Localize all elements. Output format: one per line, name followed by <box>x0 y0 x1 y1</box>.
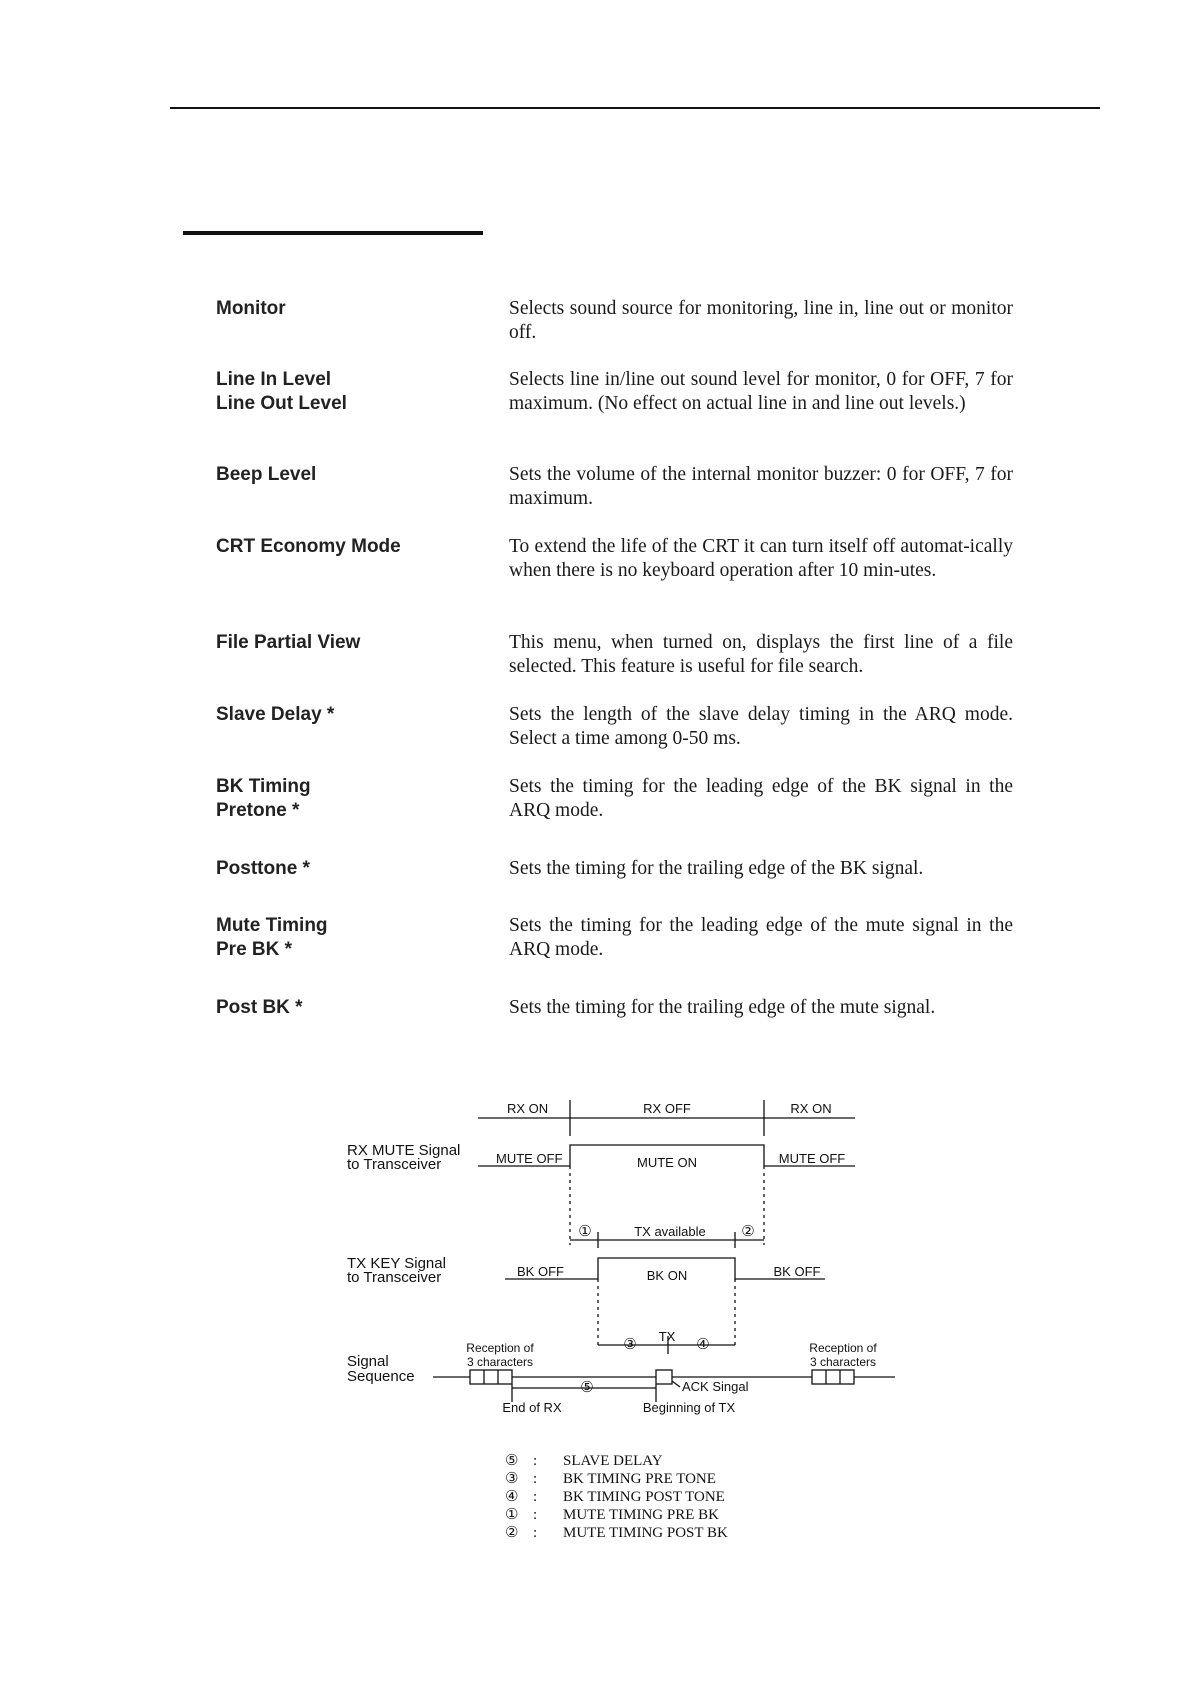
bk-off-right-label: BK OFF <box>773 1264 821 1279</box>
item-description: Sets the timing for the leading edge of the mute signal in the ARQ mode. <box>509 915 1013 960</box>
item-description: To extend the life of the CRT it can turn itself off automat-ically when there is no keyboard operation after 10 min-utes. <box>509 536 1013 581</box>
tx-key-label-2: to Transceiver <box>347 1269 442 1286</box>
item-term: Post BK * <box>216 997 303 1018</box>
signal-sequence-label: Signal <box>347 1353 389 1370</box>
rx-mute-label-2: to Transceiver <box>347 1156 442 1173</box>
bk-on-label: BK ON <box>646 1268 688 1283</box>
item-term: Slave Delay * <box>216 704 335 725</box>
legend-item: ① : MUTE TIMING PRE BK <box>505 1507 719 1523</box>
rx-on-right-label: RX ON <box>790 1101 832 1116</box>
mute-off-left-label: MUTE OFF <box>496 1151 563 1166</box>
item-description: Sets the timing for the leading edge of the BK signal in the ARQ mode. <box>509 776 1013 821</box>
legend-item: ⑤ : SLAVE DELAY <box>505 1453 663 1469</box>
item-description: Sets the timing for the trailing edge of the BK signal. <box>509 858 924 879</box>
end-of-rx-label: End of RX <box>502 1400 562 1415</box>
item-term: Line In Level Line Out Level <box>216 369 347 414</box>
item-term: File Partial View <box>216 632 361 653</box>
reception-left-label-2: 3 characters <box>466 1355 534 1369</box>
rx-off-label: RX OFF <box>643 1101 691 1116</box>
rx-mute-label: RX MUTE Signal <box>347 1142 461 1159</box>
section-title-rule <box>183 231 483 235</box>
tx-available-label: TX available <box>634 1224 706 1239</box>
legend-item: ② : MUTE TIMING POST BK <box>505 1525 728 1541</box>
reception-right-label: Reception of <box>809 1341 877 1355</box>
reception-block-right <box>812 1370 854 1384</box>
tx-key-label: TX KEY Signal <box>347 1255 446 1272</box>
signal-sequence-label-2: Sequence <box>347 1368 415 1385</box>
bk-off-left-label: BK OFF <box>517 1264 564 1279</box>
tx-label: TX <box>658 1329 676 1344</box>
item-description: Sets the timing for the trailing edge of the mute signal. <box>509 997 936 1018</box>
item-term: BK Timing Pretone * <box>216 776 311 821</box>
item-description: Selects line in/line out sound level for monitor, 0 for OFF, 7 for maximum. (No effect on actual line in and line out levels.) <box>509 369 1013 414</box>
reception-left-label: Reception of <box>466 1341 534 1355</box>
rx-on-left-label: RX ON <box>507 1101 549 1116</box>
mute-on-label: MUTE ON <box>637 1155 697 1170</box>
mute-off-right-label: MUTE OFF <box>778 1151 846 1166</box>
item-term: Posttone * <box>216 858 310 879</box>
circle-4: ④ <box>696 1336 710 1353</box>
reception-right-label-2: 3 characters <box>809 1355 877 1369</box>
ack-label: ACK Singal <box>682 1379 749 1394</box>
item-term: Monitor <box>216 298 286 319</box>
item-term: Beep Level <box>216 464 317 485</box>
item-term: CRT Economy Mode <box>216 536 401 557</box>
circle-3: ③ <box>623 1336 637 1353</box>
circle-1: ① <box>578 1223 592 1240</box>
beginning-of-tx-label: Beginning of TX <box>642 1400 736 1415</box>
circle-2: ② <box>741 1223 755 1240</box>
item-description: Selects sound source for monitoring, line in, line out or monitor off. <box>509 298 1013 343</box>
header-rule <box>170 107 1100 109</box>
legend-item: ④ : BK TIMING POST TONE <box>505 1489 725 1505</box>
reception-block-left <box>470 1370 512 1384</box>
item-description: Sets the volume of the internal monitor buzzer: 0 for OFF, 7 for maximum. <box>509 464 1013 509</box>
legend-item: ③ : BK TIMING PRE TONE <box>505 1471 716 1487</box>
item-term: Mute Timing Pre BK * <box>216 915 328 960</box>
ack-block <box>656 1370 672 1384</box>
bk-waveform <box>505 1258 825 1279</box>
item-description: This menu, when turned on, displays the first line of a file selected. This feature is useful for file search. <box>509 632 1013 677</box>
circle-5: ⑤ <box>580 1379 594 1396</box>
item-description: Sets the length of the slave delay timing in the ARQ mode. Select a time among 0-50 ms. <box>509 704 1013 749</box>
diagram-legend <box>505 1452 728 1542</box>
mute-waveform <box>478 1145 855 1166</box>
